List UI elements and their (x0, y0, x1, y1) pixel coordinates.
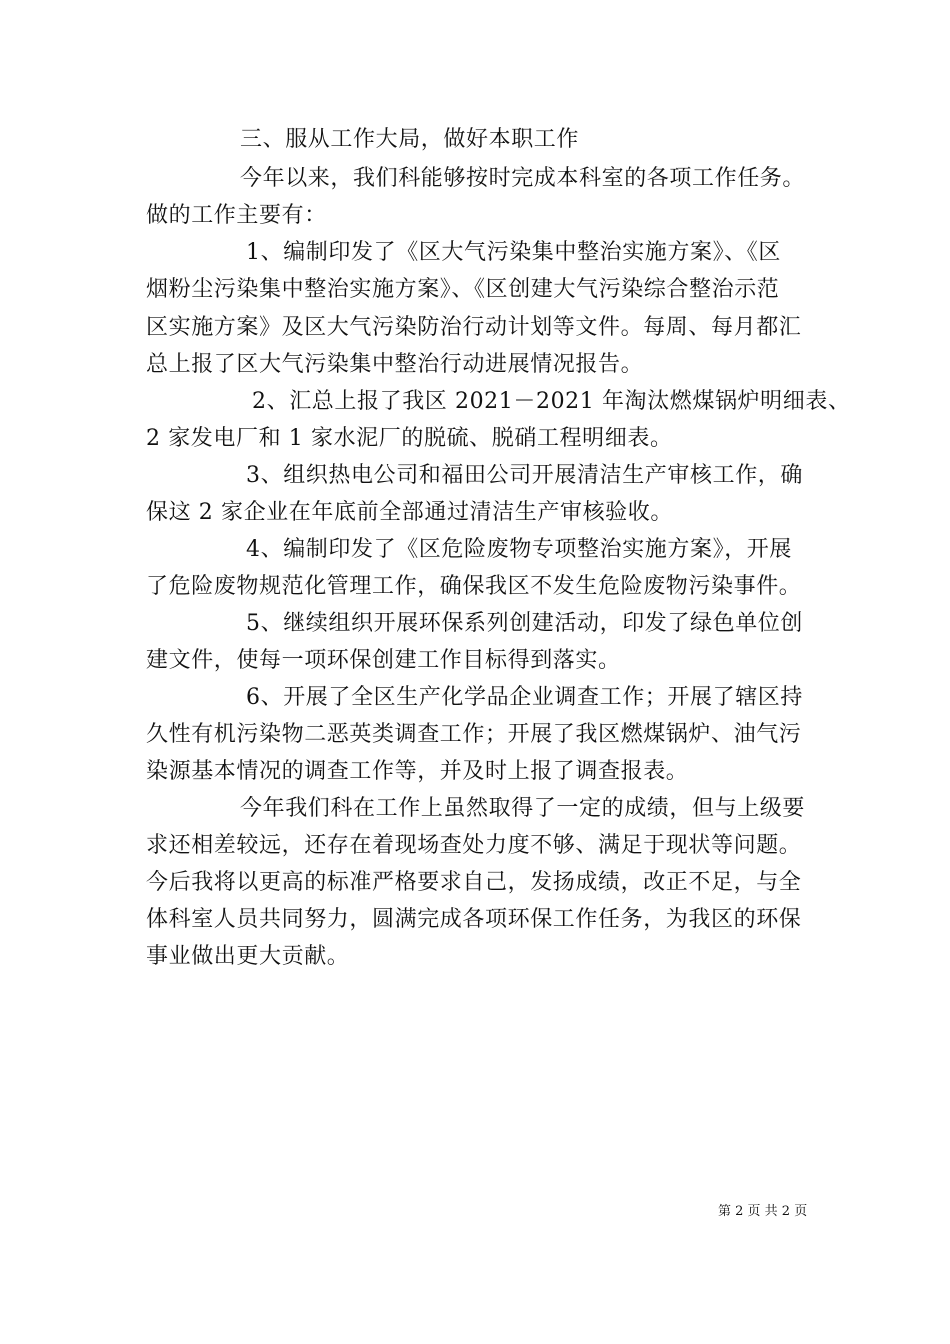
paragraph-line: 今后我将以更高的标准严格要求自己，发扬成绩，改正不足，与全 (146, 870, 802, 895)
page-number-footer: 第 2 页 共 2 页 (718, 1204, 808, 1219)
paragraph-line: 事业做出更大贡献。 (146, 944, 350, 969)
list-item-line: 烟粉尘污染集中整治实施方案》、《区创建大气污染综合整治示范 (146, 277, 780, 302)
list-item-line: 2 家发电厂和 1 家水泥厂的脱硫、脱硝工程明细表。 (146, 426, 673, 451)
list-item-line: 建文件，使每一项环保创建工作目标得到落实。 (146, 648, 621, 673)
list-item-line: 3、组织热电公司和福田公司开展清洁生产审核工作，确 (246, 463, 803, 488)
section-heading: 三、服从工作大局，做好本职工作 (240, 127, 580, 152)
list-item-line: 5、继续组织开展环保系列创建活动，印发了绿色单位创 (246, 611, 803, 636)
paragraph-line: 求还相差较远，还存在着现场查处力度不够、满足于现状等问题。 (146, 833, 802, 858)
paragraph-line: 今年以来，我们科能够按时完成本科室的各项工作任务。 (240, 166, 806, 191)
list-item-line: 保这 2 家企业在年底前全部通过清洁生产审核验收。 (146, 500, 673, 525)
list-item-line: 染源基本情况的调查工作等，并及时上报了调查报表。 (146, 759, 689, 784)
list-item-line: 4、编制印发了《区危险废物专项整治实施方案》，开展 (246, 537, 792, 562)
paragraph-line: 做的工作主要有： (146, 203, 327, 228)
list-item-line: 1、编制印发了《区大气污染集中整治实施方案》、《区 (246, 240, 781, 265)
list-item-line: 6、开展了全区生产化学品企业调查工作；开展了辖区持 (246, 685, 803, 710)
list-item-line: 区实施方案》及区大气污染防治行动计划等文件。每周、每月都汇 (146, 315, 802, 340)
paragraph-line: 今年我们科在工作上虽然取得了一定的成绩，但与上级要 (240, 796, 806, 821)
list-item-line: 2、汇总上报了我区 2021－2021 年淘汰燃煤锅炉明细表、 (252, 389, 851, 414)
list-item-line: 了危险废物规范化管理工作，确保我区不发生危险废物污染事件。 (146, 574, 802, 599)
list-item-line: 久性有机污染物二恶英类调查工作；开展了我区燃煤锅炉、油气污 (146, 722, 802, 747)
list-item-line: 总上报了区大气污染集中整治行动进展情况报告。 (146, 352, 644, 377)
paragraph-line: 体科室人员共同努力，圆满完成各项环保工作任务，为我区的环保 (146, 907, 802, 932)
